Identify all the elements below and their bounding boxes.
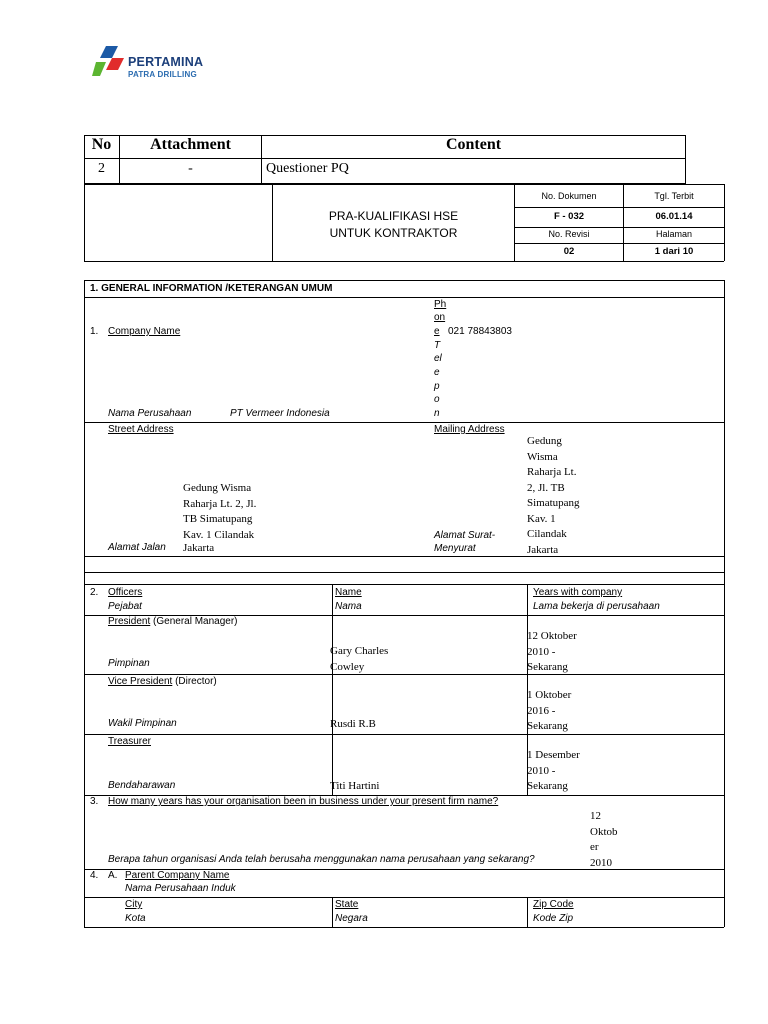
officer-years-line: 2010 -	[527, 764, 556, 777]
no-dokumen-value: F - 032	[553, 211, 585, 222]
header-attachment: Attachment	[150, 136, 231, 153]
years-header: Years with company	[533, 587, 623, 598]
mailing-line: Cilandak	[527, 528, 567, 540]
telepon-label-2: el	[434, 353, 442, 364]
officer-role: Vice President	[108, 676, 173, 687]
officer-years-line: 1 Oktober	[527, 689, 572, 701]
row-no: 2	[98, 161, 105, 176]
mailing-line: 2, Jl. TB	[527, 481, 565, 494]
state-label: State	[335, 899, 359, 910]
q3-answer	[590, 809, 618, 871]
mailing-line: Gedung	[527, 435, 562, 447]
company-name-label: Company Name	[108, 326, 181, 337]
name-header-id: Nama	[335, 601, 362, 612]
doc-title-line1: PRA-KUALIFIKASI HSE	[328, 209, 459, 223]
officer-years-line: Sekarang	[527, 661, 568, 673]
tgl-terbit-label: Tgl. Terbit	[654, 191, 694, 201]
zip-id-label: Kode Zip	[533, 913, 574, 924]
phone-label-2: on	[434, 312, 446, 323]
q3-answer-line: er	[590, 841, 599, 853]
mailing-address-id-label-2: Menyurat	[434, 543, 476, 554]
mailing-line: Raharja Lt.	[527, 466, 577, 478]
telepon-label-6: n	[434, 408, 440, 419]
officer-role-id: Pimpinan	[108, 658, 150, 669]
telepon-label-4: p	[434, 381, 440, 392]
officer-years-line: 2010 -	[527, 645, 556, 658]
mailing-address-value	[527, 434, 580, 558]
years-header-id: Lama bekerja di perusahaan	[533, 601, 660, 612]
street-line: Gedung Wisma	[183, 482, 252, 494]
officer-years-line: Sekarang	[527, 780, 568, 792]
officers-number: 2.	[90, 587, 99, 598]
company-name-id-label: Nama Perusahaan	[108, 408, 192, 419]
phone-value: 021 78843803	[448, 326, 512, 337]
phone-label-3: e	[434, 326, 440, 337]
officer-years	[527, 748, 580, 795]
street-line-last: Jakarta	[183, 542, 215, 554]
q3-question-id: Berapa tahun organisasi Anda telah berusaha menggunakan nama perusahaan yang sekarang?	[108, 854, 535, 865]
officer-years-line: Sekarang	[527, 720, 568, 732]
company-name-value: PT Vermeer Indonesia	[230, 408, 330, 419]
no-dokumen-label: No. Dokumen	[541, 191, 597, 201]
name-header: Name	[335, 587, 362, 598]
street-address-id-label: Alamat Jalan	[108, 542, 166, 553]
row-content: Questioner PQ	[266, 161, 349, 176]
officer-name-line: Cowley	[330, 660, 365, 673]
q3-answer-line: Oktob	[590, 825, 618, 838]
officer-name: Titi Hartini	[330, 780, 380, 792]
mailing-address-id-label-1: Alamat Surat-	[434, 530, 496, 541]
officer-role: Treasurer	[108, 736, 151, 747]
q3-number: 3.	[90, 796, 99, 807]
officer-years-line: 1 Desember	[527, 749, 580, 761]
mailing-line: Jakarta	[527, 543, 559, 556]
officer-name-line: Gary Charles	[330, 645, 389, 657]
parent-company-id-label: Nama Perusahaan Induk	[125, 883, 236, 894]
officer-row-vice-president	[108, 676, 217, 687]
company-logo	[92, 44, 222, 84]
mailing-line: Simatupang	[527, 497, 580, 509]
city-id-label: Kota	[125, 913, 146, 924]
officer-role-id: Wakil Pimpinan	[108, 718, 177, 729]
halaman-value: 1 dari 10	[654, 246, 694, 257]
q4-sub: A.	[108, 870, 118, 881]
zip-label: Zip Code	[533, 899, 574, 910]
mailing-line: Wisma	[527, 450, 558, 463]
street-address-label: Street Address	[108, 424, 174, 435]
officers-id-label: Pejabat	[108, 601, 142, 612]
officer-years-line: 12 Oktober	[527, 630, 577, 642]
officer-years	[527, 688, 571, 735]
officer-row-treasurer	[108, 736, 151, 747]
street-line: TB Simatupang	[183, 513, 253, 525]
officer-row-president	[108, 616, 238, 627]
doc-title-line2: UNTUK KONTRAKTOR	[329, 226, 458, 240]
tgl-terbit-value: 06.01.14	[655, 211, 693, 222]
logo-brand-text: PERTAMINA	[128, 55, 204, 69]
q3-question: How many years has your organisation been in business under your present firm name?	[108, 796, 499, 807]
no-revisi-value: 02	[563, 246, 575, 257]
phone-label-1: Ph	[434, 299, 447, 310]
header-content: Content	[445, 136, 502, 153]
officer-role-note: (General Manager)	[153, 616, 238, 627]
officer-role: President	[108, 616, 151, 627]
officer-role-id: Bendaharawan	[108, 780, 176, 791]
pertamina-logo-icon	[92, 44, 126, 80]
row-attachment: -	[188, 161, 193, 176]
q4-number: 4.	[90, 870, 99, 881]
parent-company-label: Parent Company Name	[125, 870, 230, 881]
mailing-address-label: Mailing Address	[434, 424, 505, 435]
telepon-label-3: e	[434, 367, 440, 378]
officer-name: Rusdi R.B	[330, 718, 376, 730]
officers-label: Officers	[108, 587, 143, 598]
telepon-label-1: T	[434, 340, 441, 351]
officer-years-line: 2016 -	[527, 704, 556, 717]
street-line: Raharja Lt. 2, Jl.	[183, 497, 257, 510]
officer-years	[527, 629, 577, 676]
no-revisi-label: No. Revisi	[548, 229, 590, 239]
state-id-label: Negara	[335, 913, 368, 924]
officer-role-note: (Director)	[175, 676, 217, 687]
logo-sub-text: PATRA DRILLING	[128, 70, 197, 79]
q3-answer-line: 2010	[590, 856, 612, 869]
header-no: No	[91, 136, 112, 153]
street-address-value	[183, 481, 256, 543]
telepon-label-5: o	[434, 394, 440, 405]
officer-name	[330, 644, 388, 675]
street-line: Kav. 1 Cilandak	[183, 528, 255, 541]
mailing-line: Kav. 1	[527, 512, 556, 525]
halaman-label: Halaman	[655, 229, 693, 239]
city-label: City	[125, 899, 143, 910]
company-number: 1.	[90, 326, 99, 337]
q3-answer-line: 12	[590, 810, 601, 822]
section1-title: 1. GENERAL INFORMATION /KETERANGAN UMUM	[90, 283, 333, 294]
